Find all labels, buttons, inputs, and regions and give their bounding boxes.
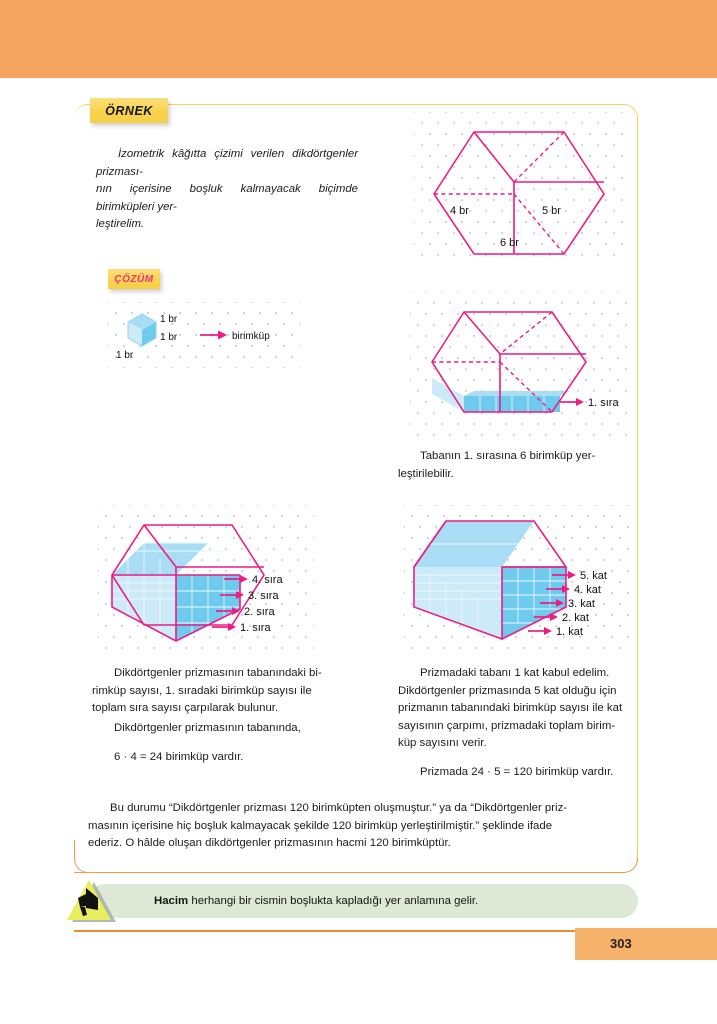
figure-prism-first-row xyxy=(410,292,628,436)
unit-label-right: 1 br xyxy=(160,332,178,343)
right-para-line-4: sayısının çarpımı, prizmadaki toplam birim- xyxy=(398,719,616,732)
right-column-paragraph xyxy=(398,665,638,753)
example-prompt xyxy=(96,146,358,234)
figure-prism-layers xyxy=(404,505,630,657)
right-para-line-5: küp sayısını verir. xyxy=(398,737,487,749)
content-frame-bottom xyxy=(74,857,638,873)
layer-label-3: 3. kat xyxy=(568,598,595,610)
right-para-line-1: Prizmadaki tabanı 1 kat kabul edelim. xyxy=(420,667,610,679)
birimkup-label: birimküp xyxy=(232,331,270,342)
left-para-line-2: rimküp sayısı, 1. sıradaki birimküp sayısı ile xyxy=(92,684,312,697)
page-top-band xyxy=(0,0,717,78)
caption-line-1: Tabanın 1. sırasına 6 birimküp yer- xyxy=(420,450,596,462)
row-label-2: 2. sıra xyxy=(244,606,275,618)
layer-label-1: 1. kat xyxy=(556,626,583,638)
ornek-badge: ÖRNEK xyxy=(90,98,168,123)
right-column-equation: Prizmada 24 · 5 = 120 birimküp vardır. xyxy=(420,766,614,778)
prompt-line-3: leştirelim. xyxy=(96,218,145,230)
layer-label-5: 5. kat xyxy=(580,570,607,582)
conclusion-line-1: Bu durumu “Dikdörtgenler prizması 120 birimküpten oluşmuştur.” ya da “Dikdörtgenler priz- xyxy=(110,802,568,814)
left-para-line-3: toplam sıra sayısı çarpılarak bulunur. xyxy=(92,702,279,714)
note-bold-word: Hacim xyxy=(154,895,189,907)
unit-cube-shape xyxy=(128,314,156,346)
left-para-line-1: Dikdörtgenler prizmasının tabanındaki bi- xyxy=(114,667,322,679)
note-rest-text: herhangi bir cismin boşlukta kapladığı yer anlamına gelir. xyxy=(188,895,479,907)
figure-unit-cube xyxy=(108,302,300,368)
caption-line-2: leştirilebilir. xyxy=(398,467,454,480)
left-column-statement: Dikdörtgenler prizmasının tabanında, xyxy=(114,722,301,734)
left-column-equation: 6 · 4 = 24 birimküp vardır. xyxy=(114,751,244,763)
isometric-dot-grid xyxy=(414,112,626,264)
row-label-1: 1. sıra xyxy=(588,397,619,409)
dim-label-6br: 6 br xyxy=(500,237,519,249)
footer-bar xyxy=(575,928,717,960)
figure-prism-base-rows xyxy=(98,505,314,657)
prompt-line-1: İzometrik kâğıtta çizimi verilen dikdörtgenler prizması- xyxy=(96,148,358,178)
row-label-3: 3. sıra xyxy=(248,590,279,602)
prism-edges xyxy=(434,132,604,254)
unit-label-left: 1 br xyxy=(116,350,134,361)
note-text xyxy=(154,895,478,907)
filled-prism xyxy=(414,521,566,639)
info-note-box xyxy=(88,884,638,918)
conclusion-line-2: masının içerisine hiç boşluk kalmayacak şekilde 120 birimküp yerleştirilmiştir.” şeklinde ifade xyxy=(88,819,553,832)
figure2-caption xyxy=(398,448,630,483)
unit-label-top: 1 br xyxy=(160,314,178,325)
left-column-paragraph xyxy=(92,665,344,718)
dim-label-5br: 5 br xyxy=(542,205,561,217)
layer-label-4: 4. kat xyxy=(574,584,601,596)
conclusion-paragraph xyxy=(88,800,640,853)
footer-rule xyxy=(74,930,575,932)
arrow-to-birimkup xyxy=(200,331,227,340)
row-label-1: 1. sıra xyxy=(240,622,271,634)
dim-label-4br: 4 br xyxy=(450,205,469,217)
page-number: 303 xyxy=(610,936,632,951)
row-arrow xyxy=(560,398,584,406)
figure-dimensioned-prism xyxy=(414,112,626,264)
megaphone-icon xyxy=(64,876,118,926)
layer-label-2: 2. kat xyxy=(562,612,589,624)
right-para-line-2: Dikdörtgenler prizmasında 5 kat olduğu için xyxy=(398,684,617,697)
row-label-4: 4. sıra xyxy=(252,574,283,586)
conclusion-line-3: ederiz. O hâlde oluşan dikdörtgenler prizmasının hacmi 120 birimküptür. xyxy=(88,837,451,849)
prompt-line-2: nın içerisine boşluk kalmayacak biçimde birimküpleri yer- xyxy=(96,183,358,213)
cozum-badge: ÇÖZÜM xyxy=(108,269,160,289)
right-para-line-3: prizmanın tabanındaki birimküp sayısı ile kat xyxy=(398,702,623,714)
